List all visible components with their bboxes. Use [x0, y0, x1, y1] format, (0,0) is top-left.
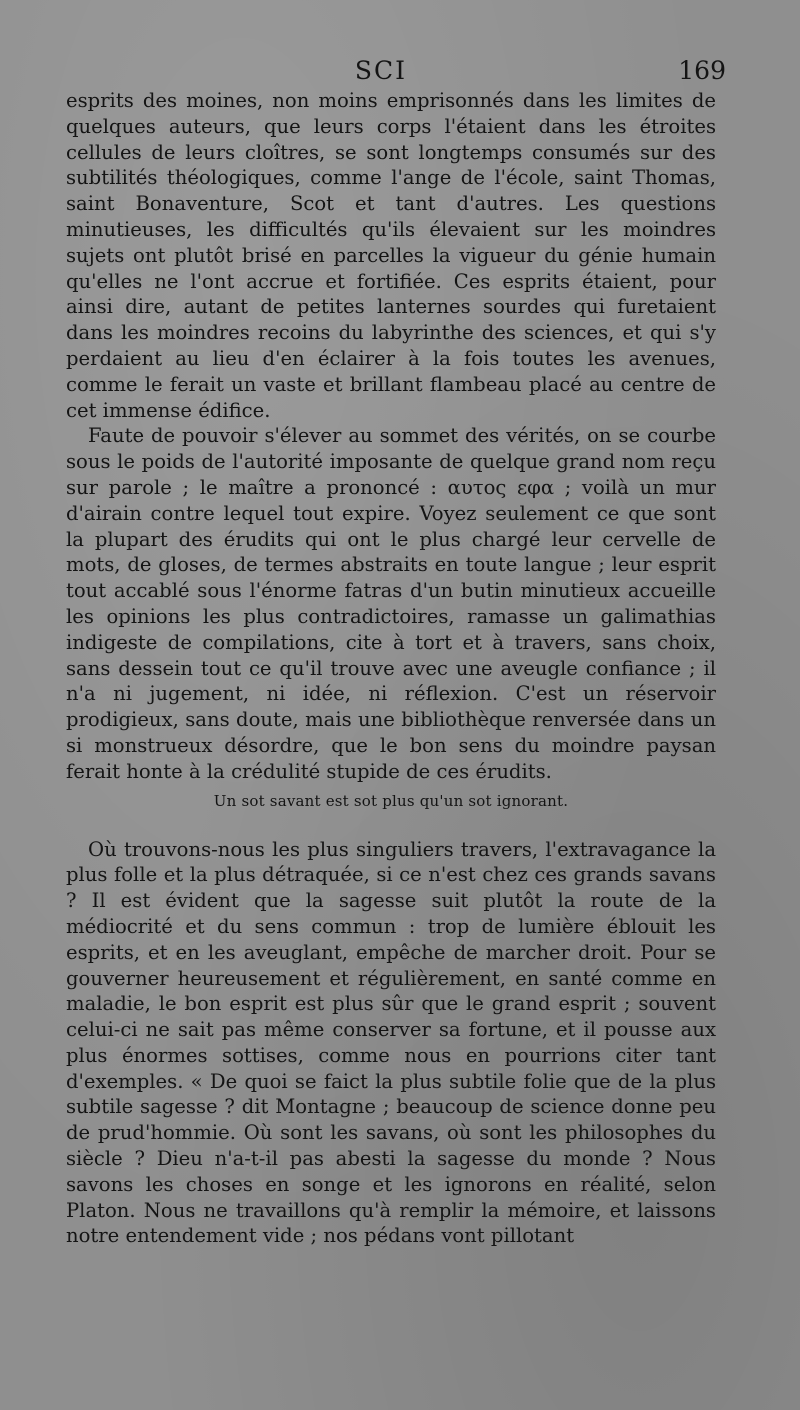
body-text [66, 88, 716, 1249]
paragraph-continuation: esprits des moines, non moins emprisonnés dans les limites de quelques auteurs, que leurs corps l'étaient dans les étroites cellules de leurs cloîtres, se sont longtemps consumés sur des subtilités théologiques, comme l'ange de l'école, saint Thomas, saint Bonaventure, Scot et tant d'autres. Les questions minutieuses, les difficultés qu'ils élevaient sur les moindres sujets ont plutôt brisé en parcelles la vigueur du génie humain qu'elles ne l'ont accrue et fortifiée. Ces esprits étaient, pour ainsi dire, autant de petites lanternes sourdes qui furetaient dans les moindres recoins du labyrinthe des sciences, et qui s'y perdaient au lieu d'en éclairer à la fois toutes les avenues, comme le ferait un vaste et brillant flambeau placé au centre de cet immense édifice. [66, 89, 716, 422]
paragraph-authority: Faute de pouvoir s'élever au sommet des vérités, on se courbe sous le poids de l'autorité imposante de quelque grand nom reçu sur parole ; le maître a prononcé : αυτος εφα ; voilà un mur d'airain contre lequel tout expire. Voyez seulement ce que sont la plupart des érudits qui ont le plus chargé leur cervelle de mots, de gloses, de termes abstraits en toute langue ; leur esprit tout accablé sous l'énorme fatras d'un butin minutieux accueille les opinions les plus contradictoires, ramasse un galimathias indigeste de compilations, cite à tort et à travers, sans choix, sans dessein tout ce qu'il trouve avec une aveugle confiance ; il n'a ni jugement, ni idée, ni réflexion. C'est un réservoir prodigieux, sans doute, mais une bibliothèque renversée dans un si monstrueux désordre, que le bon sens du moindre paysan ferait honte à la crédulité stupide de ces érudits. [66, 424, 716, 783]
section-title: SCI [354, 56, 408, 85]
page-number: 169 [678, 56, 726, 85]
running-head [66, 56, 726, 92]
maxim: Un sot savant est sot plus qu'un sot ignorant. [213, 791, 569, 810]
paragraph-savans: Où trouvons-nous les plus singuliers travers, l'extravagance la plus folle et la plus détraquée, si ce n'est chez ces grands savans ? Il est évident que la sagesse suit plutôt la route de la médiocrité et du sens commun : trop de lumière éblouit les esprits, et en les aveuglant, empêche de marcher droit. Pour se gouverner heureusement et régulièrement, en santé comme en maladie, le bon esprit est plus sûr que le grand esprit ; souvent celui-ci ne sait pas même conserver sa fortune, et il pousse aux plus énormes sottises, comme nous en pourrions citer tant d'exemples. « De quoi se faict la plus subtile folie que de la plus subtile sagesse ? dit Montagne ; beaucoup de science donne peu de prud'hommie. Où sont les savans, où sont les philosophes du siècle ? Dieu n'a-t-il pas abesti la sagesse du monde ? Nous savons les choses en songe et les ignorons en réalité, selon Platon. Nous ne travaillons qu'à remplir la mémoire, et laissons notre entendement vide ; nos pédans vont pillotant [66, 837, 716, 1248]
